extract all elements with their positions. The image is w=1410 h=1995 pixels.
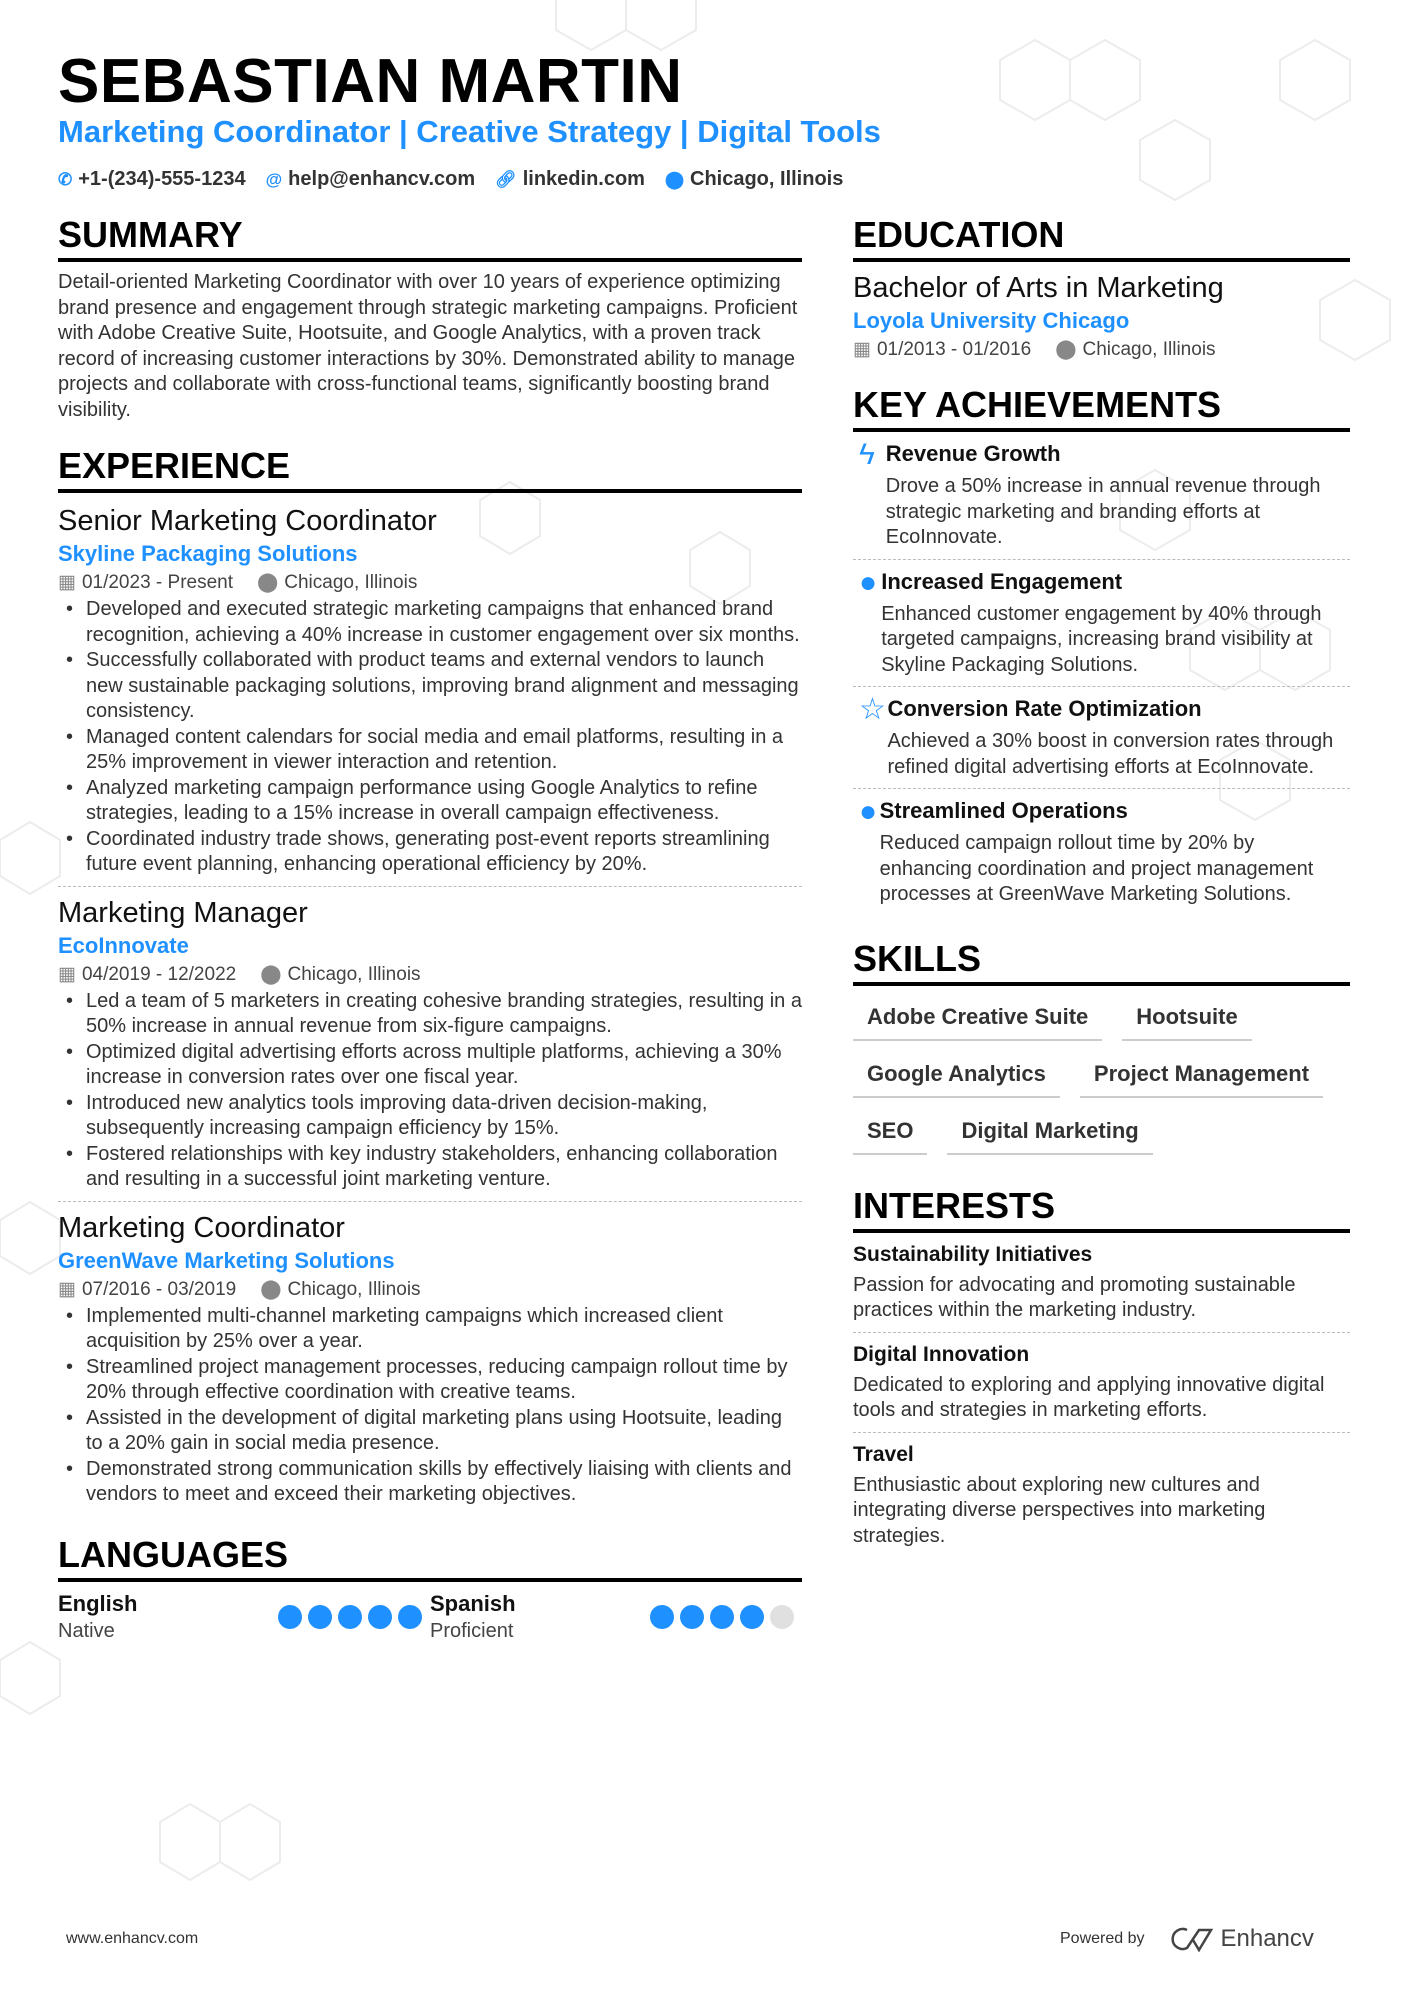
- edu-dates: 01/2013 - 01/2016: [876, 339, 1032, 360]
- bullet: • Managed content calendars for social media and email platforms, resulting in a 25% improvement in viewer interaction and retention.: [58, 725, 802, 776]
- bullet: • Assisted in the development of digital marketing plans using Hootsuite, leading to a 20% gain in social media presence.: [58, 1406, 802, 1457]
- bolt-icon: ϟ: [859, 438, 875, 471]
- skill-tag: Hootsuite: [1122, 998, 1251, 1041]
- section-heading: LANGUAGES: [58, 1534, 802, 1582]
- job-dates: 01/2023 - Present: [81, 572, 233, 593]
- rating-dot-filled: [338, 1605, 362, 1629]
- summary-section: [58, 214, 802, 423]
- language-level: Native: [58, 1619, 115, 1642]
- right-column: [853, 214, 1350, 1557]
- location-icon: ⬤: [260, 1278, 282, 1300]
- achievement-item: [853, 560, 1350, 687]
- section-heading: EXPERIENCE: [58, 445, 802, 493]
- bullet: • Streamlined project management processes, reducing campaign rollout time by 20% through effective coordination with creative teams.: [58, 1355, 802, 1406]
- link-icon: 🔗︎: [495, 169, 517, 189]
- rating-dot-filled: [650, 1605, 674, 1629]
- achievement-text: Drove a 50% increase in annual revenue through strategic marketing and branding efforts at EcoInnovate.: [885, 475, 1321, 548]
- achievement-title: Streamlined Operations: [879, 798, 1128, 823]
- location-icon: ⬤: [664, 169, 684, 189]
- experience-section: [58, 445, 802, 1508]
- language-level: Proficient: [430, 1619, 514, 1642]
- job-title: Marketing Manager: [58, 896, 308, 929]
- interest-text: Dedicated to exploring and applying innovative digital tools and strategies in marketing efforts.: [853, 1373, 1325, 1421]
- rating-dot-empty: [770, 1605, 794, 1629]
- enhancv-logo-icon: [1167, 1926, 1213, 1952]
- website-link[interactable]: www.enhancv.com: [66, 1930, 199, 1947]
- skill-tag: Adobe Creative Suite: [853, 998, 1102, 1041]
- interest-text: Passion for advocating and promoting sustainable practices within the marketing industry.: [853, 1273, 1296, 1321]
- languages-section: [58, 1534, 802, 1644]
- location-icon: ⬤: [260, 963, 282, 985]
- section-heading: SUMMARY: [58, 214, 802, 262]
- achievement-title: Revenue Growth: [885, 441, 1061, 466]
- achievement-text: Achieved a 30% boost in conversion rates through refined digital advertising efforts at EcoInnovate.: [887, 730, 1334, 778]
- skill-tag: Project Management: [1080, 1055, 1323, 1098]
- language-item: [430, 1590, 802, 1644]
- achievement-text: Reduced campaign rollout time by 20% by enhancing coordination and project management processes at GreenWave Marketing Solutions.: [879, 832, 1314, 905]
- language-name: English: [58, 1590, 138, 1616]
- email-link[interactable]: help@enhancv.com: [288, 168, 476, 190]
- head-icon: ●: [859, 565, 878, 599]
- interest-text: Enthusiastic about exploring new cultures and integrating diverse perspectives into marketing strategies.: [853, 1473, 1266, 1547]
- interest-item: [853, 1233, 1350, 1332]
- company-name: GreenWave Marketing Solutions: [58, 1247, 395, 1273]
- education-section: [853, 214, 1350, 364]
- job-location: Chicago, Illinois: [284, 572, 418, 593]
- achievement-title: Increased Engagement: [881, 568, 1123, 594]
- enhancv-logo[interactable]: [1167, 1925, 1314, 1953]
- rating-dot-filled: [740, 1605, 764, 1629]
- rating-dot-filled: [398, 1605, 422, 1629]
- job-dates: 04/2019 - 12/2022: [81, 963, 237, 985]
- bullet: • Led a team of 5 marketers in creating cohesive branding strategies, resulting in a 50% increase in annual revenue from six-figure campaigns.: [58, 989, 802, 1040]
- job-title: Marketing Coordinator: [58, 1211, 345, 1244]
- powered-by-label: Powered by: [1060, 1930, 1145, 1947]
- achievement-item: [853, 432, 1350, 559]
- rating-dot-filled: [278, 1605, 302, 1629]
- bullet: • Fostered relationships with key industry stakeholders, enhancing collaboration and resulting in a successful joint marketing venture.: [58, 1142, 802, 1193]
- candidate-title: Marketing Coordinator | Creative Strategy | Digital Tools: [58, 114, 881, 149]
- job-entry: [58, 503, 802, 886]
- edu-location: Chicago, Illinois: [1082, 339, 1216, 360]
- company-name: EcoInnovate: [58, 932, 189, 958]
- bullet: • Demonstrated strong communication skills by effectively liaising with clients and vendors to meet and exceed their marketing objectives.: [58, 1457, 802, 1508]
- job-entry: [58, 895, 802, 1201]
- company-name: Skyline Packaging Solutions: [58, 541, 358, 566]
- achievement-title: Conversion Rate Optimization: [887, 696, 1202, 721]
- interest-title: Sustainability Initiatives: [853, 1242, 1093, 1266]
- rating-dots: [650, 1605, 794, 1629]
- achievement-text: Enhanced customer engagement by 40% through targeted campaigns, increasing brand visibility at Skyline Packaging Solutions.: [881, 602, 1322, 676]
- rating-dot-filled: [308, 1605, 332, 1629]
- location-icon: ⬤: [257, 572, 279, 593]
- linkedin-link[interactable]: linkedin.com: [522, 168, 645, 190]
- calendar-icon: ▦: [58, 963, 76, 985]
- language-name: Spanish: [430, 1590, 516, 1616]
- skill-tag: Digital Marketing: [947, 1112, 1152, 1155]
- interests-section: [853, 1185, 1350, 1558]
- skill-tag: Google Analytics: [853, 1055, 1060, 1098]
- section-heading: INTERESTS: [853, 1185, 1350, 1233]
- calendar-icon: ▦: [58, 1278, 76, 1300]
- divider: [58, 1201, 802, 1202]
- achievements-section: [853, 384, 1350, 916]
- location: Chicago, Illinois: [690, 168, 844, 190]
- job-location: Chicago, Illinois: [287, 963, 421, 985]
- phone: +1-(234)-555-1234: [78, 168, 246, 190]
- contact-bar: [58, 168, 843, 191]
- job-title: Senior Marketing Coordinator: [58, 505, 437, 537]
- location-icon: ⬤: [1055, 339, 1077, 360]
- phone-icon: ✆: [58, 169, 73, 189]
- bullet: • Developed and executed strategic marketing campaigns that enhanced brand recognition, achieving a 40% increase in customer engagement over six months.: [58, 597, 802, 648]
- calendar-icon: ▦: [853, 339, 871, 360]
- job-location: Chicago, Illinois: [287, 1278, 421, 1300]
- skills-section: [853, 938, 1350, 1155]
- rating-dot-filled: [680, 1605, 704, 1629]
- achievement-item: [853, 789, 1350, 916]
- job-entry: [58, 1210, 802, 1508]
- skill-tag: SEO: [853, 1112, 927, 1155]
- left-column: [58, 214, 802, 1644]
- summary-text: Detail-oriented Marketing Coordinator with over 10 years of experience optimizing brand presence and engagement through strategic marketing campaigns. Proficient with Adobe Creative Suite, Hootsuite, and Google Analytics, with a proven track record of increasing customer interactions by 30%. Demonstrated ability to manage projects and collaborate with cross-functional teams, significantly boosting brand visibility.: [58, 271, 798, 421]
- section-heading: EDUCATION: [853, 214, 1350, 262]
- job-bullets: [58, 1304, 802, 1508]
- head-icon: ●: [859, 795, 878, 828]
- bullet: • Successfully collaborated with product teams and external vendors to launch new sustainable packaging solutions, improving brand alignment and messaging consistency.: [58, 648, 802, 725]
- rating-dot-filled: [368, 1605, 392, 1629]
- job-bullets: [58, 989, 802, 1193]
- bullet: • Implemented multi-channel marketing campaigns which increased client acquisition by 25% over a year.: [58, 1304, 802, 1355]
- interest-title: Digital Innovation: [853, 1342, 1030, 1366]
- job-dates: 07/2016 - 03/2019: [81, 1278, 237, 1300]
- degree: Bachelor of Arts in Marketing: [853, 272, 1224, 304]
- powered-by: [1060, 1925, 1314, 1953]
- school-name: Loyola University Chicago: [853, 308, 1130, 333]
- section-heading: SKILLS: [853, 938, 1350, 986]
- bullet: • Analyzed marketing campaign performance using Google Analytics to refine strategies, leading to a 15% increase in overall campaign effectiveness.: [58, 776, 802, 827]
- brand-name: Enhancv: [1220, 1925, 1314, 1952]
- bullet: • Introduced new analytics tools improving data-driven decision-making, subsequently increasing campaign efficiency by 15%.: [58, 1091, 802, 1142]
- rating-dot-filled: [710, 1605, 734, 1629]
- calendar-icon: ▦: [58, 572, 76, 593]
- language-item: [58, 1590, 430, 1644]
- rating-dots: [278, 1605, 422, 1629]
- divider: [58, 886, 802, 887]
- interest-item: [853, 1433, 1350, 1558]
- bullet: • Coordinated industry trade shows, generating post-event reports streamlining future event planning, enhancing operational efficiency by 20%.: [58, 827, 802, 878]
- achievement-item: [853, 687, 1350, 788]
- job-bullets: [58, 597, 802, 878]
- interest-item: [853, 1333, 1350, 1432]
- candidate-name: SEBASTIAN MARTIN: [58, 47, 683, 116]
- interest-title: Travel: [853, 1442, 914, 1466]
- bullet: • Optimized digital advertising efforts across multiple platforms, achieving a 30% increase in conversion rates over one fiscal year.: [58, 1040, 802, 1091]
- at-icon: @: [265, 169, 283, 189]
- star-icon: ☆: [859, 693, 886, 726]
- section-heading: KEY ACHIEVEMENTS: [853, 384, 1350, 432]
